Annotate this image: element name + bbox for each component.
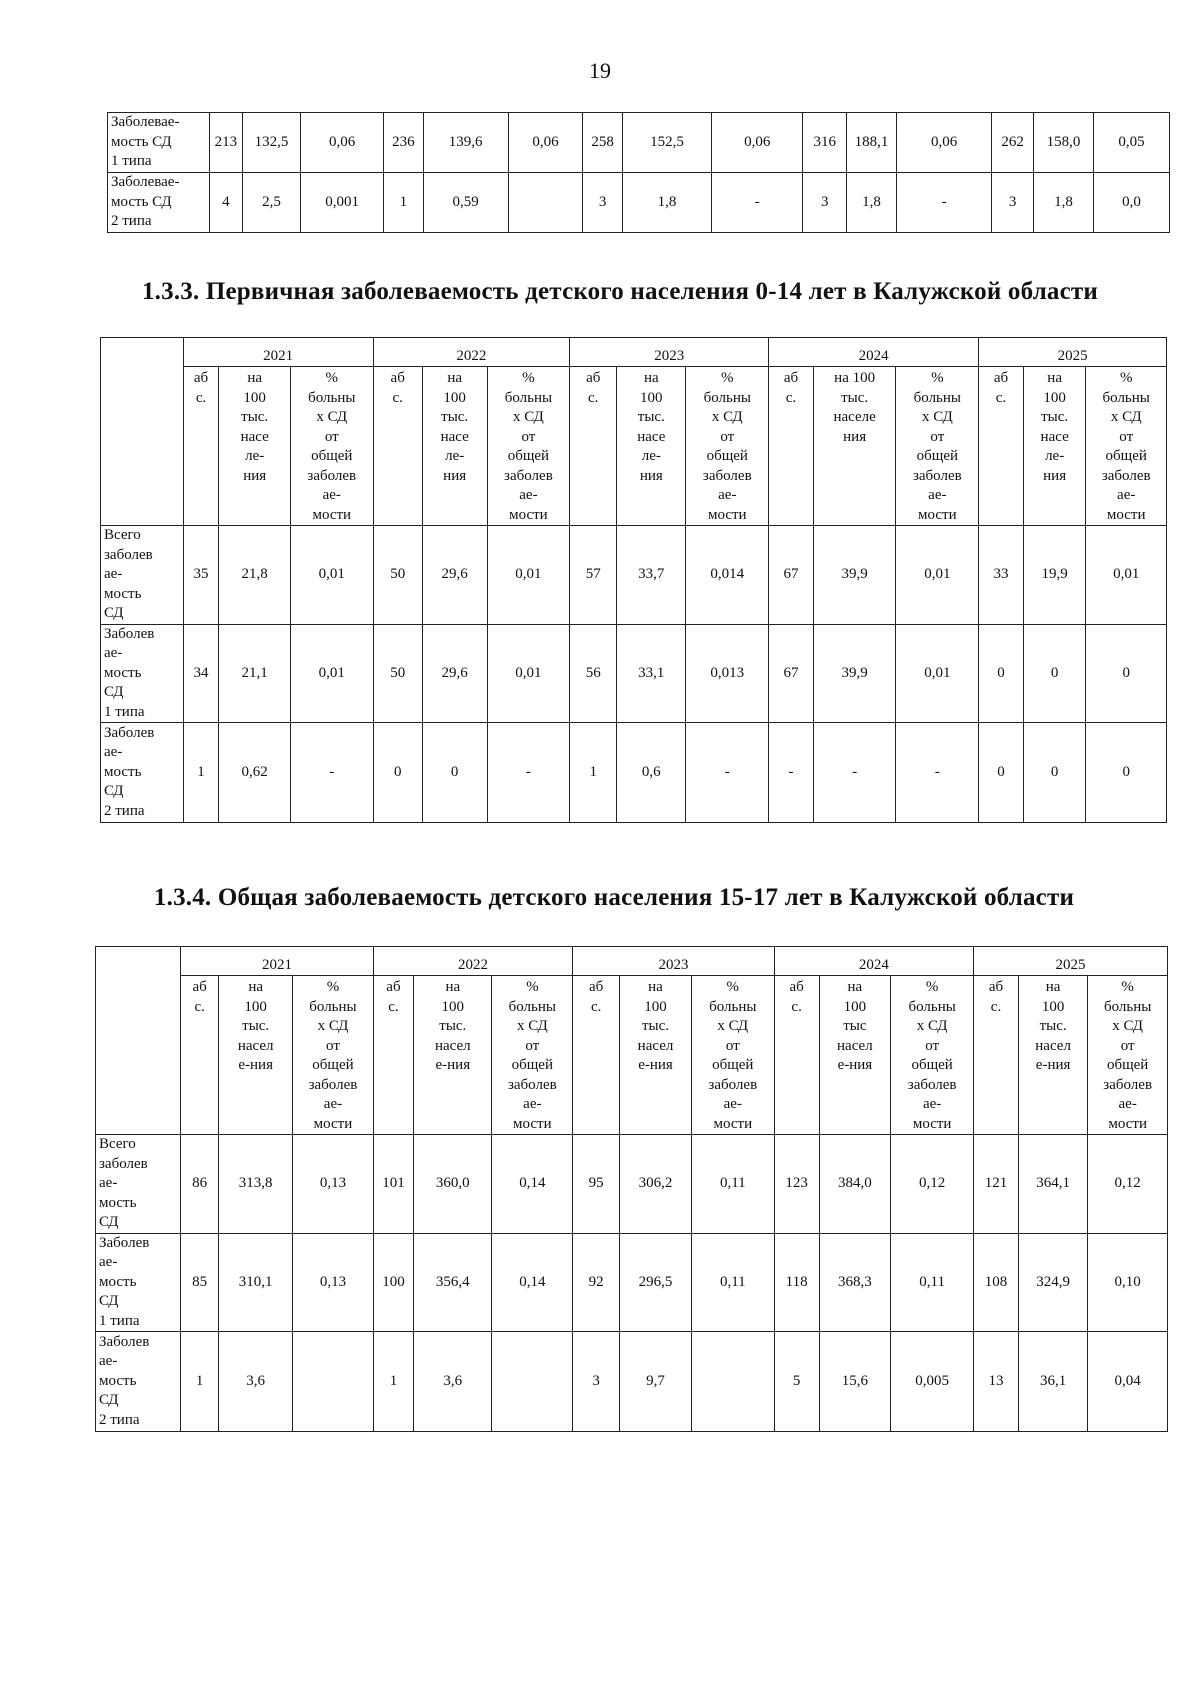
table-cell: 15,6 [819, 1332, 891, 1432]
table-cell: 0,11 [691, 1135, 774, 1234]
table-cell: 258 [583, 113, 622, 173]
row-label: Заболев ае- мость СД 1 типа [96, 1233, 181, 1332]
table-cell: - [896, 723, 979, 823]
table-cell [691, 1332, 774, 1432]
table-cell: 0,01 [896, 526, 979, 625]
table-cell: 152,5 [622, 113, 711, 173]
table-cell: 0,01 [896, 624, 979, 723]
primary-morbidity-table-header [101, 338, 1167, 526]
sub-header: % больны х СД от общей заболев ае- мости [1086, 367, 1167, 526]
row-label: Заболев ае- мость СД 2 типа [101, 723, 184, 823]
sub-header: % больны х СД от общей заболев ае- мости [293, 976, 374, 1135]
table-cell: 132,5 [242, 113, 300, 173]
sub-header: на 100 тыс. насел е-ния [620, 976, 692, 1135]
table-cell: 101 [373, 1135, 413, 1234]
table-cell: 100 [373, 1233, 413, 1332]
table-cell: 0,04 [1088, 1332, 1168, 1432]
table-cell: 86 [181, 1135, 219, 1234]
section-134-title: 1.3.4. Общая заболеваемость детского населения 15-17 лет в Калужской области [153, 884, 1075, 911]
table-cell: 3,6 [414, 1332, 492, 1432]
table-cell: 118 [774, 1233, 819, 1332]
table-cell: 0,013 [686, 624, 769, 723]
row-label: Заболев ае- мость СД 1 типа [101, 624, 184, 723]
row-label: Заболев ае- мость СД 2 типа [96, 1332, 181, 1432]
table-cell: 262 [992, 113, 1034, 173]
sub-header: на 100 тыс. насе ле- ния [219, 367, 291, 526]
table-cell: 13 [974, 1332, 1019, 1432]
table-cell: 306,2 [620, 1135, 692, 1234]
sub-header: аб с. [979, 367, 1024, 526]
table-cell: 108 [974, 1233, 1019, 1332]
table-cell: 0,01 [487, 624, 570, 723]
sub-header: % больны х СД от общей заболев ае- мости [691, 976, 774, 1135]
table-cell: 1,8 [847, 173, 897, 233]
table-cell: 0,12 [1088, 1135, 1168, 1234]
table-cell: 0,13 [293, 1135, 374, 1234]
table-cell: 188,1 [847, 113, 897, 173]
sub-header-row [101, 367, 1167, 526]
sub-header: на 100 тыс. насе ле- ния [1023, 367, 1086, 526]
sub-header: на 100 тыс. насел е-ния [219, 976, 293, 1135]
table-cell: 0,62 [219, 723, 291, 823]
table-cell: 0,06 [712, 113, 803, 173]
table-cell: 313,8 [219, 1135, 293, 1234]
table-cell: 33,1 [617, 624, 686, 723]
table-cell: 0,06 [301, 113, 384, 173]
table-cell: 0,10 [1088, 1233, 1168, 1332]
year-header: 2022 [373, 338, 570, 367]
year-header: 2023 [570, 338, 769, 367]
sub-header: % больны х СД от общей заболев ае- мости [896, 367, 979, 526]
table-cell: - [769, 723, 814, 823]
table-cell: 0 [373, 723, 422, 823]
table-cell: 0,05 [1094, 113, 1170, 173]
table-cell: 0,001 [301, 173, 384, 233]
table-cell: 33,7 [617, 526, 686, 625]
year-header: 2021 [183, 338, 373, 367]
table-cell: 34 [183, 624, 219, 723]
table-cell: 5 [774, 1332, 819, 1432]
table-cell: 3 [992, 173, 1034, 233]
table-cell: 0,59 [423, 173, 508, 233]
row-label: Заболевае- мость СД 2 типа [108, 173, 210, 233]
table-cell: 158,0 [1033, 113, 1093, 173]
table-cell: 0,01 [290, 624, 373, 723]
table-cell: 368,3 [819, 1233, 891, 1332]
table-cell: 310,1 [219, 1233, 293, 1332]
table-cell: 4 [209, 173, 242, 233]
table-cell: 0,0 [1094, 173, 1170, 233]
general-morbidity-table [95, 946, 1168, 1432]
table-cell: 0,01 [290, 526, 373, 625]
table-cell: 39,9 [813, 526, 896, 625]
year-header: 2024 [774, 947, 973, 976]
table-cell: 0 [1023, 624, 1086, 723]
table-cell: 139,6 [423, 113, 508, 173]
table-row [96, 1233, 1168, 1332]
sub-header: аб с. [373, 367, 422, 526]
sub-header: аб с. [769, 367, 814, 526]
primary-morbidity-table-body [101, 526, 1167, 823]
sub-header: на 100 тыс. насе ле- ния [617, 367, 686, 526]
table-cell: 0,01 [487, 526, 570, 625]
table-cell: 0,01 [1086, 526, 1167, 625]
sub-header: аб с. [974, 976, 1019, 1135]
sub-header: % больны х СД от общей заболев ае- мости [487, 367, 570, 526]
table-cell: 2,5 [242, 173, 300, 233]
row-label: Заболевае- мость СД 1 типа [108, 113, 210, 173]
general-morbidity-table-body [96, 1135, 1168, 1432]
table-cell: 29,6 [422, 526, 487, 625]
year-header: 2025 [979, 338, 1167, 367]
section-133-title: 1.3.3. Первичная заболеваемость детского населения 0-14 лет в Калужской области [141, 278, 1099, 305]
general-morbidity-table-header [96, 947, 1168, 1135]
table-cell: 1 [373, 1332, 413, 1432]
table-cell: 33 [979, 526, 1024, 625]
table-row [108, 113, 1170, 173]
table-row [96, 1135, 1168, 1234]
table-cell: 123 [774, 1135, 819, 1234]
table-cell: 67 [769, 526, 814, 625]
table-cell: - [712, 173, 803, 233]
continuation-table-body [108, 113, 1170, 233]
table-cell: 0 [979, 723, 1024, 823]
table-cell [293, 1332, 374, 1432]
table-cell: 19,9 [1023, 526, 1086, 625]
table-cell: 0,6 [617, 723, 686, 823]
table-cell: - [813, 723, 896, 823]
table-cell: - [686, 723, 769, 823]
table-cell: 296,5 [620, 1233, 692, 1332]
table-cell: 236 [384, 113, 423, 173]
table-cell: 39,9 [813, 624, 896, 723]
sub-header: аб с. [774, 976, 819, 1135]
table-cell: 384,0 [819, 1135, 891, 1234]
year-header: 2024 [769, 338, 979, 367]
sub-header: на 100 тыс. насел е-ния [414, 976, 492, 1135]
table-row [101, 624, 1167, 723]
table-cell: 360,0 [414, 1135, 492, 1234]
table-row [101, 723, 1167, 823]
table-cell: - [896, 173, 992, 233]
table-cell: 0 [979, 624, 1024, 723]
table-cell: 3 [573, 1332, 620, 1432]
table-cell: 36,1 [1018, 1332, 1087, 1432]
table-cell: 1 [183, 723, 219, 823]
sub-header: % больны х СД от общей заболев ае- мости [492, 976, 573, 1135]
table-cell: 0,13 [293, 1233, 374, 1332]
sub-header: % больны х СД от общей заболев ае- мости [290, 367, 373, 526]
table-cell: 1 [570, 723, 617, 823]
table-cell [492, 1332, 573, 1432]
table-cell: 213 [209, 113, 242, 173]
sub-header: на 100 тыс. насел е-ния [1018, 976, 1087, 1135]
table-cell: 29,6 [422, 624, 487, 723]
table-cell: 1 [384, 173, 423, 233]
table-cell: 0,14 [492, 1135, 573, 1234]
sub-header: на 100 тыс. населе ния [813, 367, 896, 526]
table-cell: 0,014 [686, 526, 769, 625]
table-cell: 95 [573, 1135, 620, 1234]
table-cell: 0 [1086, 723, 1167, 823]
table-cell: 0 [1023, 723, 1086, 823]
table-row [108, 173, 1170, 233]
table-cell: 3 [583, 173, 622, 233]
table-cell: 0,14 [492, 1233, 573, 1332]
table-cell: 356,4 [414, 1233, 492, 1332]
table-row [96, 1332, 1168, 1432]
year-header: 2021 [181, 947, 374, 976]
table-cell: 0,06 [508, 113, 583, 173]
table-cell: 0,005 [891, 1332, 974, 1432]
row-label: Всего заболев ае- мость СД [101, 526, 184, 625]
year-header: 2022 [373, 947, 572, 976]
table-cell: 9,7 [620, 1332, 692, 1432]
table-cell: 21,8 [219, 526, 291, 625]
table-cell: 0,12 [891, 1135, 974, 1234]
table-cell: 0,11 [691, 1233, 774, 1332]
table-cell: 1,8 [622, 173, 711, 233]
table-cell: 50 [373, 526, 422, 625]
corner-cell [96, 947, 181, 1135]
sub-header: аб с. [570, 367, 617, 526]
table-cell: 3,6 [219, 1332, 293, 1432]
sub-header: аб с. [183, 367, 219, 526]
table-cell: 0 [422, 723, 487, 823]
sub-header: на 100 тыс насел е-ния [819, 976, 891, 1135]
table-cell: 0,06 [896, 113, 992, 173]
table-cell: 3 [803, 173, 847, 233]
continuation-table [107, 112, 1170, 233]
year-header: 2023 [573, 947, 775, 976]
table-cell: 56 [570, 624, 617, 723]
sub-header: на 100 тыс. насе ле- ния [422, 367, 487, 526]
sub-header: % больны х СД от общей заболев ае- мости [1088, 976, 1168, 1135]
table-cell: 67 [769, 624, 814, 723]
row-label: Всего заболев ае- мость СД [96, 1135, 181, 1234]
table-cell: 0 [1086, 624, 1167, 723]
sub-header: аб с. [373, 976, 413, 1135]
sub-header: % больны х СД от общей заболев ае- мости [686, 367, 769, 526]
table-cell: 316 [803, 113, 847, 173]
year-header-row [96, 947, 1168, 976]
sub-header-row [96, 976, 1168, 1135]
table-cell: 57 [570, 526, 617, 625]
year-header: 2025 [974, 947, 1168, 976]
table-cell: 324,9 [1018, 1233, 1087, 1332]
table-cell: 85 [181, 1233, 219, 1332]
table-cell: - [290, 723, 373, 823]
table-cell [508, 173, 583, 233]
table-cell: 92 [573, 1233, 620, 1332]
table-cell: 1 [181, 1332, 219, 1432]
table-cell: 364,1 [1018, 1135, 1087, 1234]
sub-header: аб с. [181, 976, 219, 1135]
page-number: 19 [589, 58, 611, 83]
table-cell: 50 [373, 624, 422, 723]
table-cell: 0,11 [891, 1233, 974, 1332]
sub-header: аб с. [573, 976, 620, 1135]
corner-cell [101, 338, 184, 526]
year-header-row [101, 338, 1167, 367]
primary-morbidity-table [100, 337, 1167, 823]
table-cell: - [487, 723, 570, 823]
sub-header: % больны х СД от общей заболев ае- мости [891, 976, 974, 1135]
table-cell: 121 [974, 1135, 1019, 1234]
table-cell: 1,8 [1033, 173, 1093, 233]
table-cell: 21,1 [219, 624, 291, 723]
table-cell: 35 [183, 526, 219, 625]
table-row [101, 526, 1167, 625]
